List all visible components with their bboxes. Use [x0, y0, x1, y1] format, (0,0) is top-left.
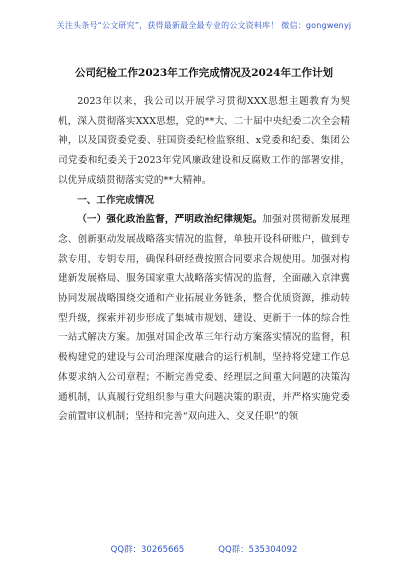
footer: [0, 543, 408, 555]
subsection-body: 加强对贯彻新发展理念、创新驱动发展战略落实情况的监督，单独开设科研账户，做到专款专用、专钥专用，确保科研经费按照合同要求合规使用。加强对构建新发展格局、服务国家重大战略落实情况的监督，全面融入京津冀协同发展战略围绕交通和产业拓展业务链条，整合优质资源，推动转型升级，探索并初步形成了集城市规划、建设、更新于一体的综合性一站式解决方案。加强对国企改革三年行动方案落实情况的监督，积极构建党的建设与公司治理深度融合的运行机制，坚持将党建工作总体要求纳入公司章程；不断完善党委、经理层之间重大问题的决策沟通机制，认真履行党组织参与重大问题决策的职责，并严格实施党委会前置审议机制；坚持和完善“双向进入、交叉任职”的领: [58, 214, 351, 423]
intro-paragraph: 2023年以来，我公司以开展学习贯彻XXX思想主题教育为契机，深入贯彻落实XXX思想，党的**大、二十届中央纪委二次全会精神，以及国资委党委、驻国资委纪检监察组、x党委和纪委、集团公司党委和纪委关于2023年党风廉政建设和反腐败工作的部署安排，以优异成绩贯彻落实党的**大精神。: [58, 96, 350, 186]
header-banner: 关注头条号“公文研究”，获得最新最全最专业的公文资料库！ 微信：gongwenyj: [56, 21, 352, 30]
subsection-paragraph: [58, 210, 350, 427]
section-heading: 一、工作完成情况: [77, 194, 154, 206]
document-body: [58, 92, 350, 427]
document-title: 公司纪检工作2023年工作完成情况及2024年工作计划: [75, 67, 333, 79]
footer-qq-group-2: QQ群：535304092: [218, 545, 298, 555]
subsection-heading: （一）强化政治监督，严明政治纪律规矩。: [77, 214, 263, 226]
footer-qq-group-1: QQ群：30265665: [110, 545, 185, 555]
